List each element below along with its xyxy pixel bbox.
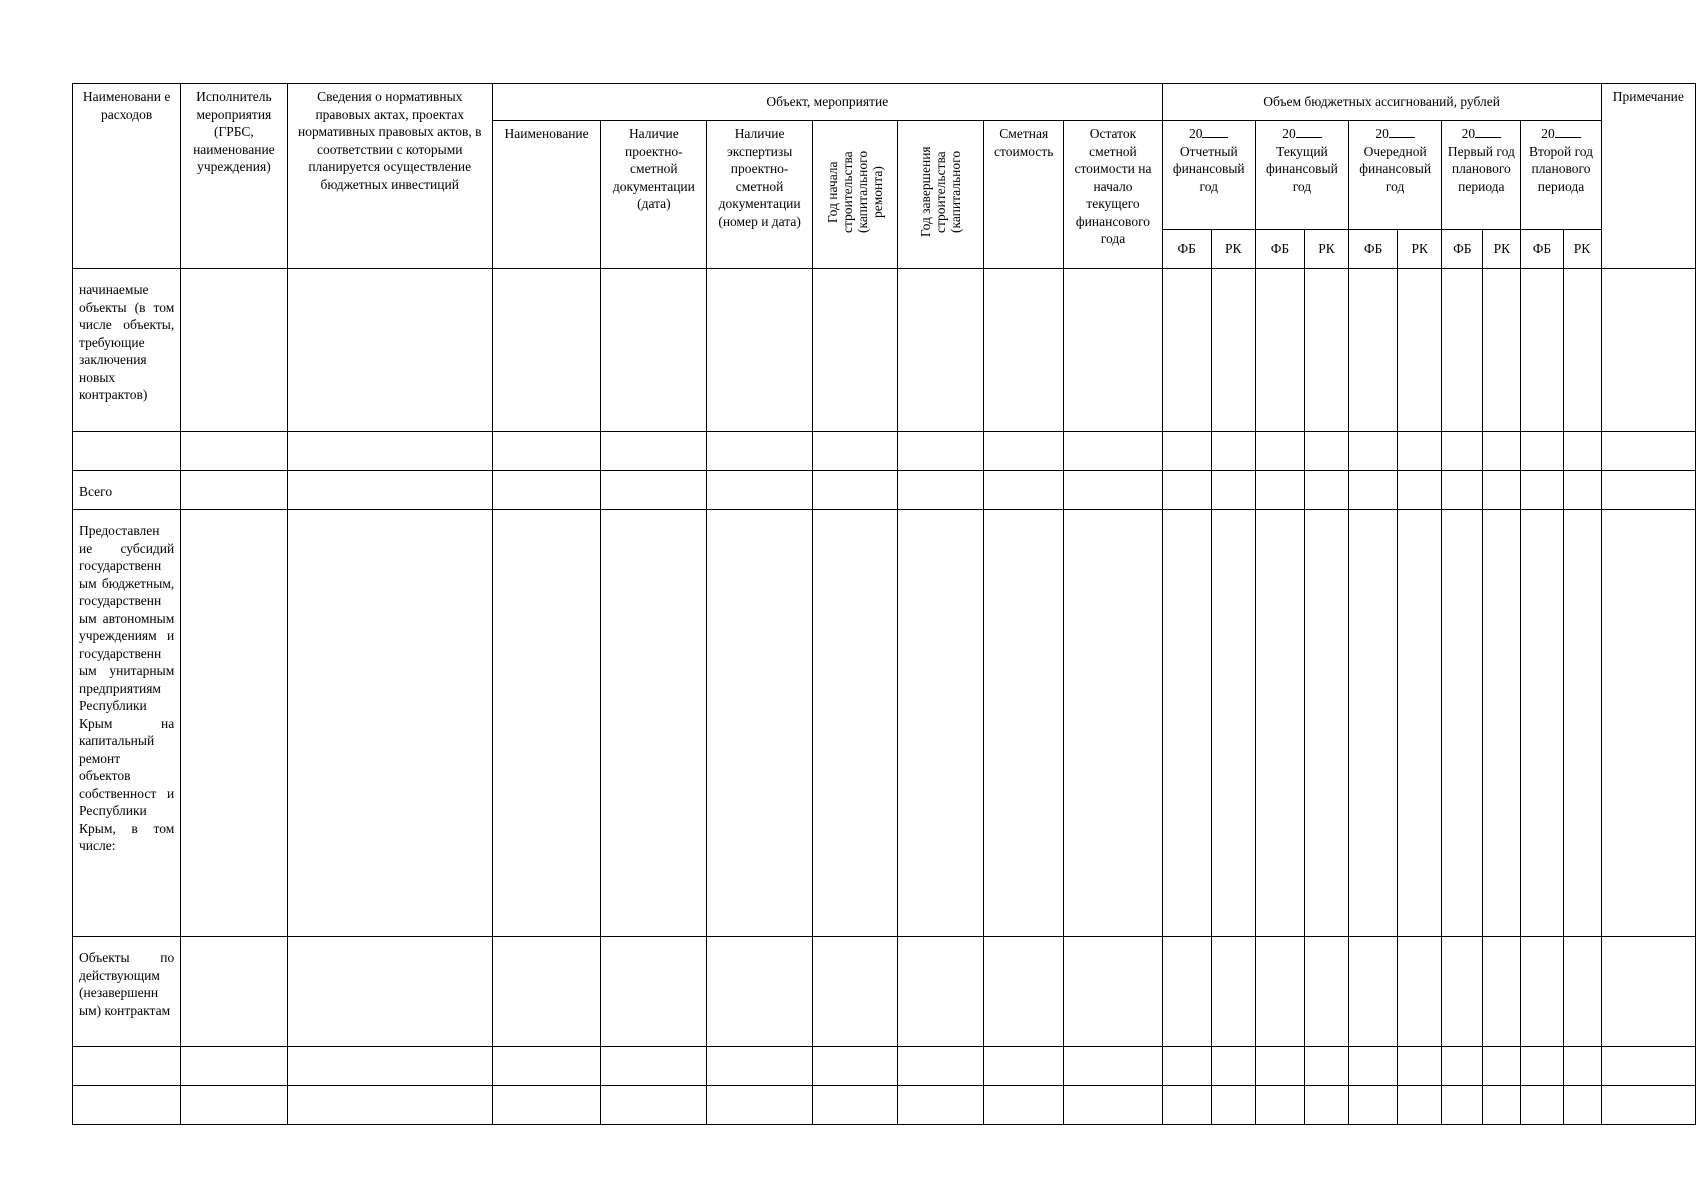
cell[interactable]	[1601, 432, 1695, 471]
header-object-name: Наименование	[492, 121, 600, 269]
cell[interactable]	[984, 269, 1064, 432]
cell[interactable]	[1162, 937, 1211, 1047]
cell[interactable]	[1304, 471, 1348, 510]
cell[interactable]	[897, 432, 983, 471]
cell[interactable]	[1349, 269, 1398, 432]
cell[interactable]	[181, 471, 287, 510]
cell[interactable]	[601, 471, 707, 510]
cell[interactable]	[287, 471, 492, 510]
cell[interactable]	[1304, 269, 1348, 432]
cell[interactable]	[1304, 937, 1348, 1047]
header-rk: РК	[1398, 230, 1442, 269]
header-expense-name: Наименовани е расходов	[73, 84, 181, 269]
table-row-total	[73, 471, 1696, 510]
cell[interactable]	[984, 1086, 1064, 1125]
header-fb: ФБ	[1255, 230, 1304, 269]
cell[interactable]	[707, 510, 812, 937]
cell[interactable]	[1483, 269, 1521, 432]
cell[interactable]	[812, 1047, 897, 1086]
cell[interactable]	[601, 269, 707, 432]
cell[interactable]	[492, 1047, 600, 1086]
header-estimated-cost: Сметная стоимость	[984, 121, 1064, 269]
cell[interactable]	[181, 269, 287, 432]
cell[interactable]	[1601, 471, 1695, 510]
cell[interactable]	[1442, 432, 1483, 471]
cell[interactable]	[1601, 937, 1695, 1047]
table-row-subsidies	[73, 510, 1696, 937]
cell[interactable]	[1162, 432, 1211, 471]
cell[interactable]	[1601, 1086, 1695, 1125]
cell[interactable]	[1398, 937, 1442, 1047]
cell[interactable]	[1211, 471, 1255, 510]
cell[interactable]	[1211, 1047, 1255, 1086]
table-row-blank	[73, 1086, 1696, 1125]
cell[interactable]	[1162, 510, 1211, 937]
cell[interactable]	[1064, 937, 1162, 1047]
cell[interactable]	[1442, 510, 1483, 937]
cell[interactable]	[1563, 432, 1601, 471]
cell[interactable]	[1211, 432, 1255, 471]
cell[interactable]	[1521, 1086, 1563, 1125]
cell[interactable]	[1563, 471, 1601, 510]
cell[interactable]	[897, 510, 983, 937]
header-end-year: Год завершения строительства (капитального	[897, 121, 983, 269]
cell[interactable]	[984, 510, 1064, 937]
cell[interactable]	[1304, 432, 1348, 471]
header-remaining-cost: Остаток сметной стоимости на начало текущего финансового года	[1064, 121, 1162, 269]
cell[interactable]	[1064, 1086, 1162, 1125]
cell[interactable]	[1398, 432, 1442, 471]
row-label-subsidies: Предоставлен ие субсидий государственн ым бюджетным, государственн ым автономным учреждениям и государственн ым унитарным предприятиям Республики Крым на капитальный ремонт объектов собственност и Республики Крым, в том числе:	[73, 510, 181, 937]
cell[interactable]	[492, 1086, 600, 1125]
cell[interactable]	[1398, 1047, 1442, 1086]
cell[interactable]	[181, 1047, 287, 1086]
cell[interactable]	[1064, 471, 1162, 510]
header-expertise: Наличие экспертизы проектно-сметной документации (номер и дата)	[707, 121, 812, 269]
cell[interactable]	[707, 937, 812, 1047]
cell[interactable]	[984, 471, 1064, 510]
cell[interactable]	[1442, 1047, 1483, 1086]
cell[interactable]	[492, 269, 600, 432]
table-row-blank	[73, 432, 1696, 471]
cell[interactable]	[897, 937, 983, 1047]
table-row-new-objects	[73, 269, 1696, 432]
cell[interactable]	[1255, 471, 1304, 510]
header-budget-group: Объем бюджетных ассигнований, рублей	[1162, 84, 1601, 121]
cell[interactable]	[1483, 432, 1521, 471]
cell[interactable]	[601, 937, 707, 1047]
cell[interactable]	[812, 269, 897, 432]
cell[interactable]	[492, 471, 600, 510]
header-legal-acts: Сведения о нормативных правовых актах, проектах нормативных правовых актов, в соответствии с которыми планируется осуществление бюджетных инвестиций	[287, 84, 492, 269]
header-period-reporting: 20 Отчетный финансовый год	[1162, 121, 1255, 230]
cell[interactable]	[1601, 510, 1695, 937]
header-executor: Исполнитель мероприятия (ГРБС, наименование учреждения)	[181, 84, 287, 269]
cell[interactable]	[1521, 432, 1563, 471]
header-rk: РК	[1563, 230, 1601, 269]
header-rk: РК	[1304, 230, 1348, 269]
cell[interactable]	[1563, 1047, 1601, 1086]
cell[interactable]	[707, 269, 812, 432]
cell[interactable]	[1483, 1086, 1521, 1125]
cell[interactable]	[1255, 1047, 1304, 1086]
cell[interactable]	[601, 1047, 707, 1086]
cell[interactable]	[73, 1086, 181, 1125]
cell[interactable]	[812, 1086, 897, 1125]
cell[interactable]	[1064, 1047, 1162, 1086]
cell[interactable]	[1304, 510, 1348, 937]
cell[interactable]	[707, 471, 812, 510]
cell[interactable]	[1521, 1047, 1563, 1086]
cell[interactable]	[287, 510, 492, 937]
cell[interactable]	[601, 510, 707, 937]
cell[interactable]	[181, 510, 287, 937]
cell[interactable]	[287, 432, 492, 471]
header-fb: ФБ	[1162, 230, 1211, 269]
cell[interactable]	[1064, 269, 1162, 432]
cell[interactable]	[1211, 510, 1255, 937]
row-label-total: Всего	[73, 471, 181, 510]
header-design-docs: Наличие проектно-сметной документации (дата)	[601, 121, 707, 269]
cell[interactable]	[707, 1086, 812, 1125]
cell[interactable]	[73, 432, 181, 471]
cell[interactable]	[492, 937, 600, 1047]
cell[interactable]	[1563, 1086, 1601, 1125]
header-object-group: Объект, мероприятие	[492, 84, 1162, 121]
cell[interactable]	[1521, 471, 1563, 510]
cell[interactable]	[1304, 1047, 1348, 1086]
table-row-existing-contracts	[73, 937, 1696, 1047]
header-rk: РК	[1483, 230, 1521, 269]
cell[interactable]	[707, 432, 812, 471]
cell[interactable]	[1521, 937, 1563, 1047]
cell[interactable]	[897, 1086, 983, 1125]
cell[interactable]	[1211, 937, 1255, 1047]
cell[interactable]	[1162, 269, 1211, 432]
cell[interactable]	[1255, 1086, 1304, 1125]
cell[interactable]	[181, 937, 287, 1047]
cell[interactable]	[1398, 471, 1442, 510]
cell[interactable]	[1349, 471, 1398, 510]
cell[interactable]	[181, 432, 287, 471]
cell[interactable]	[1442, 937, 1483, 1047]
cell[interactable]	[1349, 510, 1398, 937]
cell[interactable]	[287, 1047, 492, 1086]
cell[interactable]	[73, 1047, 181, 1086]
cell[interactable]	[1483, 471, 1521, 510]
cell[interactable]	[1349, 1086, 1398, 1125]
header-fb: ФБ	[1349, 230, 1398, 269]
cell[interactable]	[1064, 510, 1162, 937]
cell[interactable]	[1211, 269, 1255, 432]
cell[interactable]	[1255, 269, 1304, 432]
header-fb: ФБ	[1442, 230, 1483, 269]
cell[interactable]	[1563, 937, 1601, 1047]
budget-investment-form-table	[72, 83, 1696, 1125]
cell[interactable]	[812, 471, 897, 510]
row-label-new-objects: начинаемые объекты (в том числе объекты, требующие заключения новых контрактов)	[73, 269, 181, 432]
cell[interactable]	[181, 1086, 287, 1125]
cell[interactable]	[1349, 432, 1398, 471]
cell[interactable]	[1255, 937, 1304, 1047]
cell[interactable]	[601, 432, 707, 471]
table-row-blank	[73, 1047, 1696, 1086]
cell[interactable]	[1483, 937, 1521, 1047]
cell[interactable]	[1442, 269, 1483, 432]
cell[interactable]	[897, 269, 983, 432]
cell[interactable]	[287, 269, 492, 432]
cell[interactable]	[287, 1086, 492, 1125]
header-period-plan-2: 20 Второй год планового периода	[1521, 121, 1601, 230]
cell[interactable]	[1563, 269, 1601, 432]
cell[interactable]	[1162, 471, 1211, 510]
cell[interactable]	[492, 432, 600, 471]
cell[interactable]	[1398, 1086, 1442, 1125]
cell[interactable]	[1255, 510, 1304, 937]
cell[interactable]	[1483, 510, 1521, 937]
cell[interactable]	[812, 510, 897, 937]
header-period-next: 20 Очередной финансовый год	[1349, 121, 1442, 230]
cell[interactable]	[984, 1047, 1064, 1086]
header-period-current: 20 Текущий финансовый год	[1255, 121, 1348, 230]
cell[interactable]	[492, 510, 600, 937]
row-label-existing-contracts: Объекты по действующим (незавершенн ым) контрактам	[73, 937, 181, 1047]
cell[interactable]	[1521, 269, 1563, 432]
header-period-plan-1: 20 Первый год планового периода	[1442, 121, 1521, 230]
cell[interactable]	[1349, 1047, 1398, 1086]
cell[interactable]	[1349, 937, 1398, 1047]
cell[interactable]	[1255, 432, 1304, 471]
cell[interactable]	[1304, 1086, 1348, 1125]
cell[interactable]	[1521, 510, 1563, 937]
header-note: Примечание	[1601, 84, 1695, 269]
cell[interactable]	[812, 937, 897, 1047]
cell[interactable]	[287, 937, 492, 1047]
cell[interactable]	[1442, 471, 1483, 510]
cell[interactable]	[601, 1086, 707, 1125]
cell[interactable]	[897, 1047, 983, 1086]
cell[interactable]	[1211, 1086, 1255, 1125]
cell[interactable]	[1398, 269, 1442, 432]
cell[interactable]	[1483, 1047, 1521, 1086]
cell[interactable]	[1601, 1047, 1695, 1086]
header-start-year: Год начала строительства (капитального ремонта)	[812, 121, 897, 269]
cell[interactable]	[984, 432, 1064, 471]
cell[interactable]	[984, 937, 1064, 1047]
cell[interactable]	[1162, 1086, 1211, 1125]
cell[interactable]	[812, 432, 897, 471]
cell[interactable]	[1064, 432, 1162, 471]
cell[interactable]	[707, 1047, 812, 1086]
cell[interactable]	[1398, 510, 1442, 937]
header-rk: РК	[1211, 230, 1255, 269]
cell[interactable]	[1442, 1086, 1483, 1125]
cell[interactable]	[1162, 1047, 1211, 1086]
cell[interactable]	[1563, 510, 1601, 937]
cell[interactable]	[897, 471, 983, 510]
cell[interactable]	[1601, 269, 1695, 432]
header-fb: ФБ	[1521, 230, 1563, 269]
